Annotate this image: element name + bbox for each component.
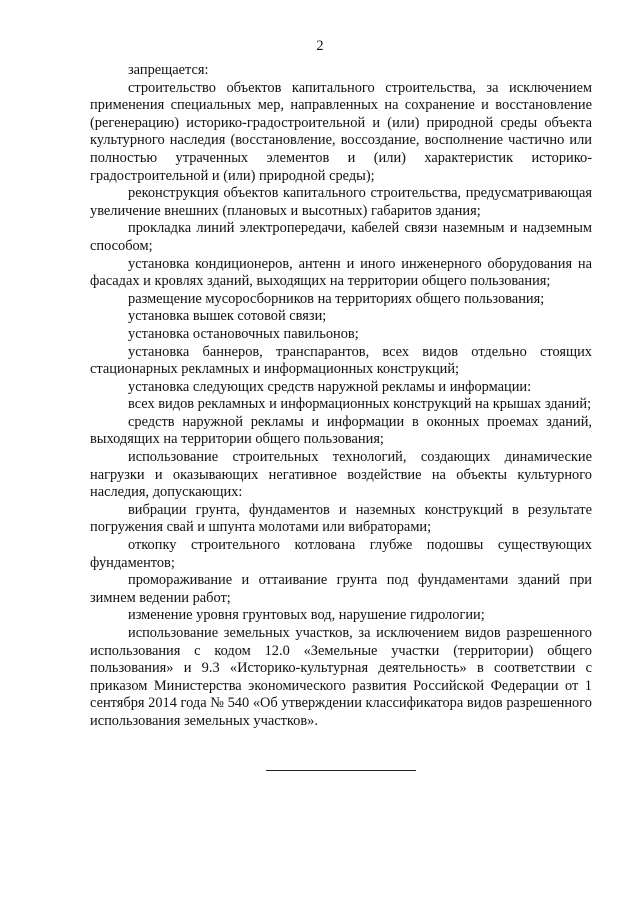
paragraph-excavation: откопку строительного котлована глубже подошвы существующих фундаментов; bbox=[90, 537, 592, 571]
page-number: 2 bbox=[316, 38, 324, 54]
end-separator-line bbox=[266, 770, 416, 771]
paragraph-waste-bins: размещение мусоросборников на территориях общего пользования; bbox=[128, 290, 545, 307]
document-body bbox=[90, 62, 592, 731]
paragraph-outdoor-advertising: установка следующих средств наружной рекламы и информации: bbox=[128, 378, 532, 395]
paragraph-window-advertising: средств наружной рекламы и информации в оконных проемах зданий, выходящих на территории общего пользования; bbox=[90, 413, 592, 448]
paragraph-prohibited-intro: запрещается: bbox=[128, 62, 209, 78]
paragraph-groundwater: изменение уровня грунтовых вод, нарушение гидрологии; bbox=[128, 607, 485, 624]
paragraph-roof-advertising: всех видов рекламных и информационных конструкций на крышах зданий; bbox=[128, 396, 592, 413]
paragraph-ground-vibration: вибрации грунта, фундаментов и наземных конструкций в результате погружения свай и шпунта молотами или вибраторами; bbox=[90, 501, 592, 536]
paragraph-land-use: использование земельных участков, за исключением видов разрешенного использования с кодом 12.0 «Земельные участки (территории) общего пользования» и 9.3 «Историко-культурная деятельность» в соответствии с приказом Министерства экономического развития Российской Федерации от 1 сентября 2014 года № 540 «Об утверждении классификатора видов разрешенного использования земельных участков». bbox=[90, 625, 592, 729]
paragraph-conditioners-antennas: установка кондиционеров, антенн и иного инженерного оборудования на фасадах и кровлях зданий, выходящих на территории общего пользования; bbox=[90, 255, 592, 290]
paragraph-reconstruction: реконструкция объектов капитального строительства, предусматривающая увеличение внешних (плановых и высотных) габаритов здания; bbox=[90, 185, 592, 219]
paragraph-ground-freezing: промораживание и оттаивание грунта под фундаментами зданий при зимнем ведении работ; bbox=[90, 572, 592, 606]
paragraph-construction-technologies: использование строительных технологий, создающих динамические нагрузки и оказывающих негативное воздействие на объекты культурного наследия, допускающих: bbox=[90, 449, 592, 501]
paragraph-cell-towers: установка вышек сотовой связи; bbox=[128, 308, 327, 325]
paragraph-power-lines: прокладка линий электропередачи, кабелей связи наземным и надземным способом; bbox=[90, 220, 592, 254]
paragraph-banners: установка баннеров, транспарантов, всех видов отдельно стоящих стационарных рекламных и информационных конструкций; bbox=[90, 343, 592, 378]
paragraph-capital-construction: строительство объектов капитального строительства, за исключением применения специальных мер, направленных на сохранение и восстановление (регенерацию) историко-градостроительной и (или) природной среды объекта культурного наследия (восстановление, воссоздание, восполнение частично или полностью утраченных элементов и (или) характеристик историко-градостроительной и (или) природной среды); bbox=[90, 79, 592, 184]
paragraph-bus-shelters: установка остановочных павильонов; bbox=[128, 325, 359, 342]
